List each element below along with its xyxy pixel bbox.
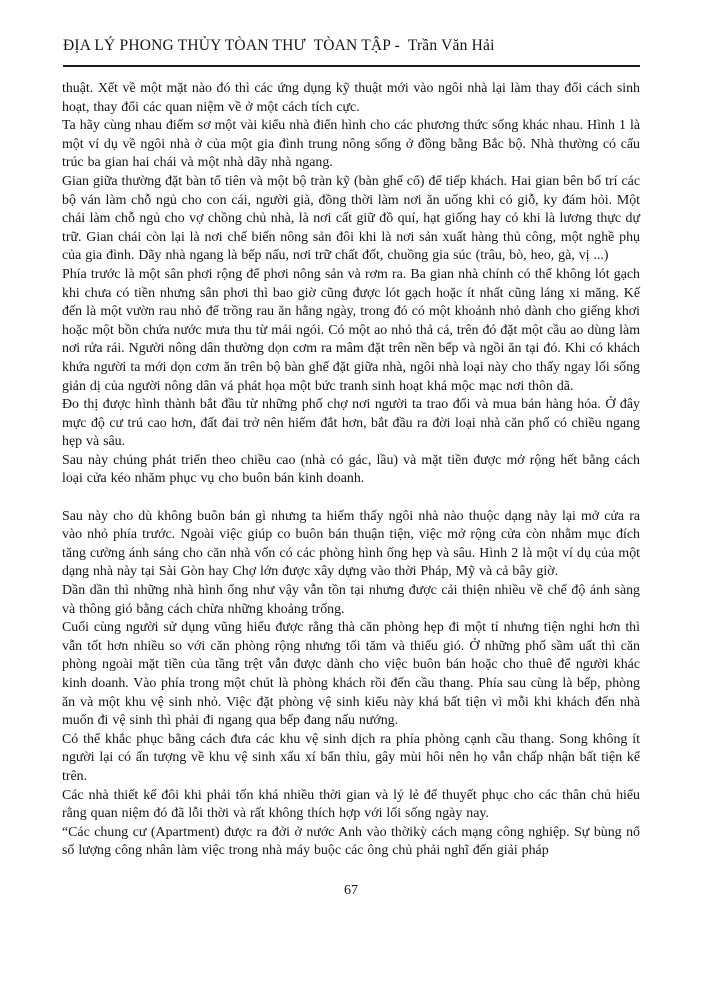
paragraph: Gian giữa thường đặt bàn tổ tiên và một bộ tràn kỹ (bàn ghế cổ) để tiếp khách. Hai gian bên bố trí các bộ ván làm chỗ ngủ cho con cái, người già, đồng thời làm nơi ăn uống khi có giỗ, ky đám hỏi. Một chái làm chỗ ngủ cho vợ chồng chủ nhà, là nơi cất giữ đồ quí, hạt giống hay có khi là lương thực dự trữ. Gian chái còn lại là nơi chế biến nông sản đôi khi là nơi sản xuất hàng thủ công, một nghề phụ của gia đình. Dãy nhà ngang là bếp nấu, nơi trữ chất đốt, chuồng gia súc (trâu, bò, heo, gà, vị ...): [62, 173, 640, 264]
paragraph: Sau này chúng phát triển theo chiều cao (nhà có gác, lầu) và mặt tiền được mở rộng hết bằng cách loại cửa kéo nhăm phục vụ cho buôn bán kinh doanh.: [62, 452, 640, 487]
paragraph: Sau này cho dù không buôn bán gì nhưng ta hiếm thấy ngôi nhà nào thuộc dạng này lại mở cửa ra vào nhỏ phía trước. Ngoài việc giúp co buôn bán thuận tiện, việc mở rộng cửa còn nhằm mục đích tăng cường ánh sáng cho căn nhà vốn có các phòng hình ống hẹp và sâu. Hình 2 là một ví dụ của một dạng nhà này tại Sài Gòn hay Chợ lớn được xây dựng vào thời Pháp, Mỹ và cả bây giờ.: [62, 508, 640, 580]
paragraph: thuật. Xết về một mặt nào đó thì các ứng dụng kỹ thuật mới vào ngôi nhà lại làm thay đổi cách sinh hoạt, thay đổi các quan niệm về ở một cách tích cực.: [62, 81, 640, 115]
paragraph: Có thể khắc phục bằng cách đưa các khu vệ sinh dịch ra phía phòng cạnh cầu thang. Song không ít người lại có ấn tượng về khu vệ sinh xấu xí bẩn thỉu, gây mùi hôi nên họ vẫn chấp nhận bất tiện kể trên.: [62, 731, 640, 784]
paragraph: Dần dần thì những nhà hình ống như vậy vẫn tồn tại nhưng được cải thiện nhiều về chế độ ánh sàng và thông gió bằng cách chừa những khoảng trống.: [62, 583, 640, 617]
paragraph: Các nhà thiết kế đôi khi phải tốn khá nhiều thời gian và lý lẻ để thuyết phục cho các thân chủ hiểu rằng quan niệm đó đã lỗi thời và rất không thích hợp với lối sống ngày nay.: [62, 787, 640, 822]
page-number: 67: [344, 882, 358, 898]
document-body: [62, 80, 640, 861]
page-header: [62, 36, 640, 67]
paragraph: “Các chung cư (Apartment) được ra đởi ở nước Anh vào thờikỳ cách mạng công nghiệp. Sự bùng nổ số lượng công nhân làm việc trong nhà máy buộc các ông chủ phải nghĩ đến giải pháp: [62, 824, 640, 859]
header-title: ĐỊA LÝ PHONG THỦY TÒAN THƯ TÒAN TẬP - Trần Văn Hải: [63, 37, 495, 54]
paragraph: Ta hãy cùng nhau điểm sơ một vài kiểu nhà điển hình cho các phương thức sống khác nhau. Hình 1 là một ví dụ về ngôi nhà ở của một gia đình trung nông sống ở đồng bằng Bắc bộ. Nhà thường có cấu trúc ba gian hai chái và một nhà dãy nhà ngang.: [62, 118, 640, 171]
paragraph: Đo thị được hình thành bắt đầu từ những phố chợ nơi người ta trao đổi và mua bán hàng hóa. Ở đây mực độ cư trú cao hơn, đất đai trở nên hiếm đắt hơn, bắt đầu ra đời loại nhà căn phố có chiều ngang hẹp và sâu.: [62, 397, 640, 450]
paragraph: Phía trước là một sân phơi rộng để phơi nông sản và rơm ra. Ba gian nhà chính có thể không lót gạch khi chưa có tiền nhưng sân phơi thì bao giờ cũng được lót gạch hoặc ít nhất cũng láng xi măng. Kế đến là một vườn rau nhỏ để trồng rau ăn hằng ngày, trong đó có một khoảnh nhỏ dành cho giếng khơi hoặc một bồn chứa nước mưa thu từ mái ngói. Có một ao nhỏ thả cá, trên đó đặt một cầu ao dùng làm nơi rửa rái. Người nông dân thường dọn cơm ra mâm đặt trên nền bếp và ngồi ăn tại đó. Khi có khách khứa người ta mới dọn cơm ăn trên bộ bàn ghế đặt giữa nhà, ngôi nhà loại này cho thấy ngay lối sống giản dị của người nông dân vá phát họa một bức tranh sinh hoạt khá mộc mạc nơi thôn dã.: [62, 266, 640, 394]
page-footer: [62, 883, 640, 899]
header-rule: [63, 65, 640, 67]
paragraph: Cuối cùng người sử dụng vũng hiểu được rằng thà căn phòng hẹp đi một tí nhưng tiện nghi hơn thì vẫn tốt hơn nhiều so với căn phòng rộng nhưng tối tăm và thiếu gió. Ở những phố sầm uất thì căn phòng ngoài mặt tiền của tầng trệt vẫn được dành cho việc buôn bán hoặc cho thuê để người khác kinh doanh. Vào phía trong một chút là phòng khách rồi đến cầu thang. Phía sau cùng là bếp, phòng ăn và một khu vệ sinh nhỏ. Việc đặt phòng vệ sinh kiểu này khá bất tiện vì mỗi khi khách đến nhà muốn đi vệ sinh thì phải đi ngang qua bếp đang nấu nướng.: [62, 620, 640, 729]
